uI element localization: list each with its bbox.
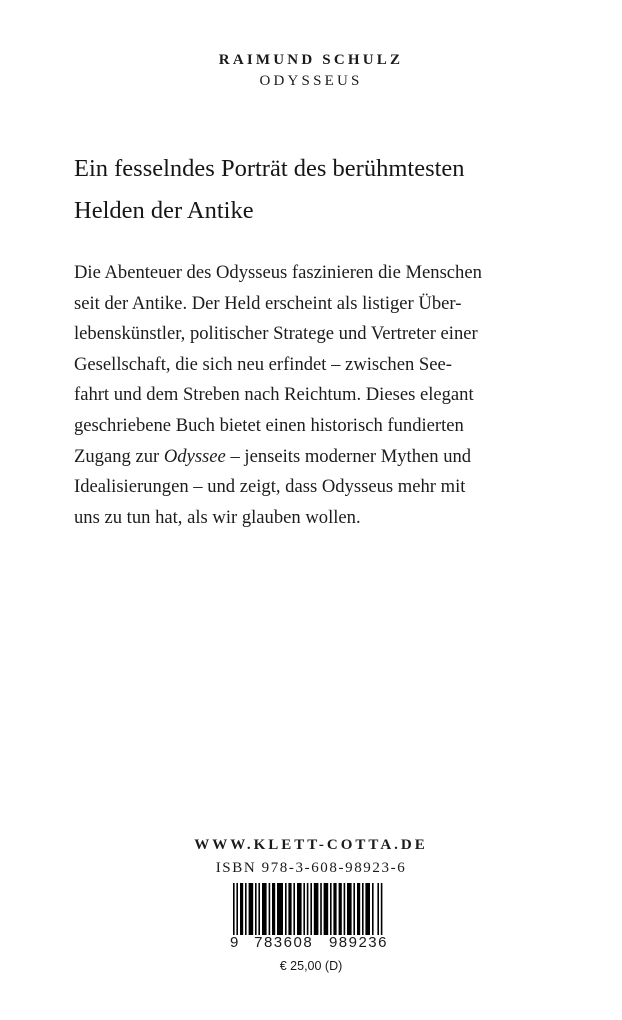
publisher-url[interactable]: WWW.KLETT-COTTA.DE — [194, 837, 428, 853]
blurb-line: fahrt und dem Streben nach Reichtum. Dieses elegant — [74, 384, 474, 406]
blurb-text-pre: Zugang zur — [74, 445, 164, 467]
blurb-line: seit der Antike. Der Held erscheint als listiger Über- — [74, 292, 462, 314]
book-title: ODYSSEUS — [259, 73, 363, 89]
headline — [74, 148, 574, 232]
barcode-bars-icon — [229, 883, 389, 941]
isbn-text: ISBN 978-3-608-98923-6 — [215, 860, 407, 876]
blurb-line: lebenskünstler, politischer Stratege und Vertreter einer — [74, 323, 478, 345]
cover-footer — [0, 836, 622, 878]
blurb-text — [74, 258, 554, 533]
blurb-line: geschriebene Buch bietet einen historisch fundierten — [74, 414, 464, 436]
barcode-digit-group: 783608 — [254, 934, 314, 951]
blurb-line: Gesellschaft, die sich neu erfindet – zwischen See- — [74, 353, 452, 375]
headline-line: Helden der Antike — [74, 197, 254, 224]
barcode-digit-first: 9 — [230, 934, 239, 951]
author-name: RAIMUND SCHULZ — [218, 52, 404, 68]
blurb-line — [74, 442, 554, 473]
price-label: € 25,00 (D) — [279, 959, 343, 973]
italic-book-title: Odyssee — [163, 445, 226, 467]
blurb-line: Die Abenteuer des Odysseus faszinieren die Menschen — [74, 262, 482, 283]
blurb-line: uns zu tun hat, als wir glauben wollen. — [74, 506, 361, 528]
cover-header — [0, 50, 622, 91]
barcode — [229, 883, 389, 953]
blurb-line: Idealisierungen – und zeigt, dass Odysseus mehr mit — [74, 476, 466, 498]
barcode-digit-group: 989236 — [328, 934, 388, 951]
barcode-digits — [229, 935, 389, 951]
headline-line: Ein fesselndes Porträt des berühmtesten — [74, 155, 465, 182]
blurb-text-post: – jenseits moderner Mythen und — [225, 445, 472, 467]
